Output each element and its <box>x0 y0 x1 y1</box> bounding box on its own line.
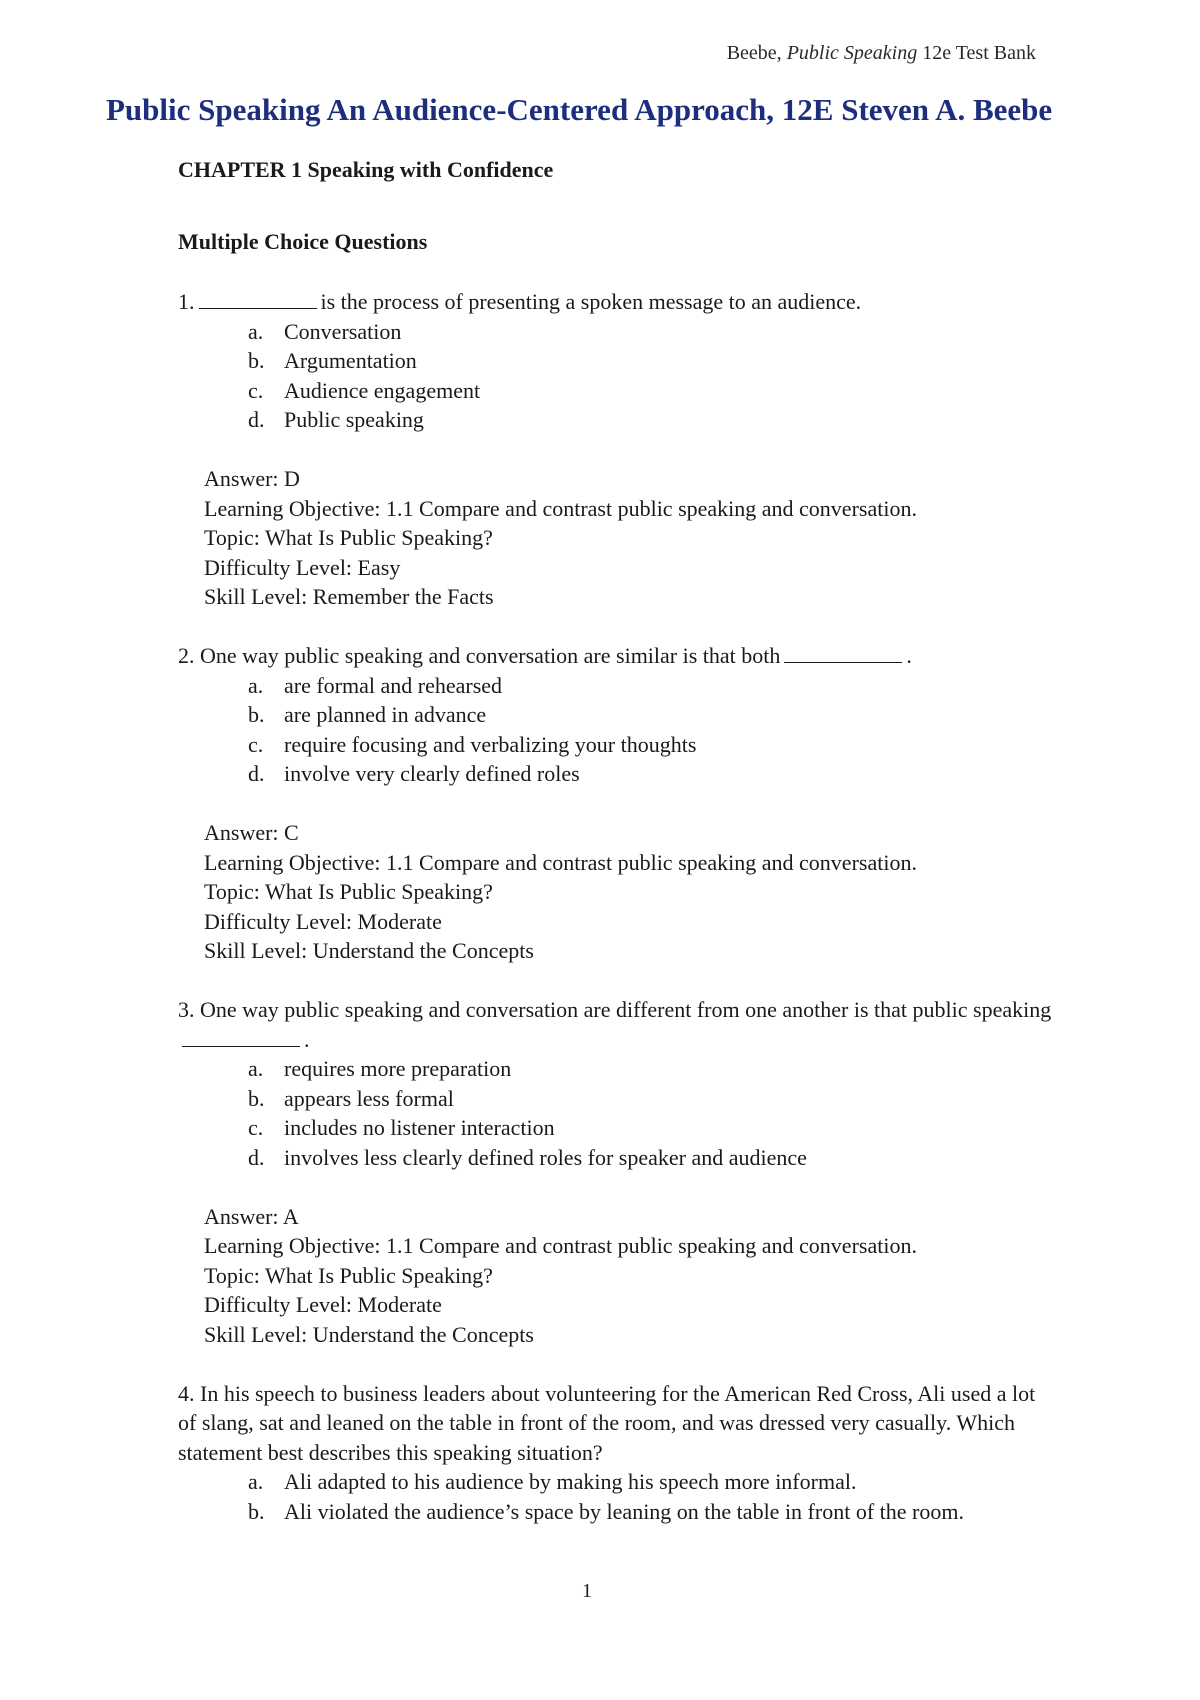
running-header-suffix: 12e Test Bank <box>917 42 1036 64</box>
option-text: Audience engagement <box>284 377 481 403</box>
option-text: require focusing and verbalizing your thoughts <box>284 731 697 757</box>
option-text: appears less formal <box>284 1085 454 1111</box>
question-number: 1. <box>178 289 195 314</box>
option-letter: b. <box>248 1085 265 1111</box>
answer-option <box>248 700 1058 730</box>
option-text: Ali adapted to his audience by making his speech more informal. <box>284 1469 857 1494</box>
question-2 <box>178 641 1058 966</box>
question-metadata <box>204 818 1058 966</box>
answer-line: Answer: C <box>204 820 299 845</box>
difficulty-line: Difficulty Level: Moderate <box>204 1292 442 1317</box>
question-4 <box>178 1379 1058 1527</box>
skill-line: Skill Level: Remember the Facts <box>204 584 494 609</box>
learning-objective-line: Learning Objective: 1.1 Compare and contrast public speaking and conversation. <box>204 849 917 875</box>
option-text: involve very clearly defined roles <box>284 761 580 786</box>
answer-line: Answer: A <box>204 1203 299 1229</box>
answer-option <box>248 1054 1058 1084</box>
answer-line: Answer: D <box>204 466 300 491</box>
question-stem <box>178 641 1058 671</box>
question-stem <box>178 287 1058 317</box>
question-stem-end: . <box>304 1026 310 1052</box>
document-title: Public Speaking An Audience-Centered Approach, 12E Steven A. Beebe <box>106 92 1053 127</box>
answer-options <box>178 1054 1058 1172</box>
skill-line: Skill Level: Understand the Concepts <box>204 1321 534 1347</box>
answer-option <box>248 1497 1058 1527</box>
option-text: requires more preparation <box>284 1056 512 1081</box>
option-text: Public speaking <box>284 407 424 432</box>
question-3 <box>178 995 1058 1349</box>
learning-objective-line: Learning Objective: 1.1 Compare and contrast public speaking and conversation. <box>204 1233 917 1258</box>
question-list <box>178 287 1058 1556</box>
skill-line: Skill Level: Understand the Concepts <box>204 938 534 963</box>
running-header-book-title: Public Speaking <box>786 42 918 64</box>
answer-option <box>248 1467 1058 1497</box>
question-stem <box>178 995 1058 1054</box>
running-header-prefix: Beebe, <box>726 42 787 64</box>
option-letter: a. <box>248 1056 264 1081</box>
answer-option <box>248 346 1058 376</box>
option-letter: d. <box>248 1144 265 1170</box>
fill-in-blank <box>182 1025 300 1047</box>
question-1 <box>178 287 1058 612</box>
topic-line: Topic: What Is Public Speaking? <box>204 525 493 550</box>
answer-option <box>248 759 1058 789</box>
question-stem <box>178 1379 1058 1468</box>
option-letter: b. <box>248 1498 265 1524</box>
question-number: 4. <box>178 1380 195 1406</box>
answer-option <box>248 1143 1058 1173</box>
question-stem-text: One way public speaking and conversation are similar is that both <box>200 643 781 668</box>
question-stem-text: One way public speaking and conversation are different from one another is that public speaking <box>200 997 1052 1022</box>
section-heading: Multiple Choice Questions <box>178 229 428 254</box>
answer-option <box>248 405 1058 435</box>
option-letter: b. <box>248 702 265 727</box>
learning-objective-line: Learning Objective: 1.1 Compare and contrast public speaking and conversation. <box>204 495 917 521</box>
question-number: 2. <box>178 643 195 668</box>
fill-in-blank <box>199 287 317 309</box>
chapter-heading: CHAPTER 1 Speaking with Confidence <box>178 157 554 182</box>
page-number: 1 <box>582 1580 592 1602</box>
topic-line: Topic: What Is Public Speaking? <box>204 1262 493 1288</box>
option-letter: a. <box>248 672 264 698</box>
option-letter: a. <box>248 1469 264 1494</box>
question-number: 3. <box>178 997 195 1022</box>
answer-option <box>248 376 1058 406</box>
option-text: involves less clearly defined roles for speaker and audience <box>284 1144 807 1170</box>
answer-option <box>248 671 1058 701</box>
difficulty-line: Difficulty Level: Moderate <box>204 908 442 934</box>
question-metadata <box>204 1202 1058 1350</box>
running-header <box>727 42 1036 65</box>
option-letter: d. <box>248 407 265 432</box>
option-letter: d. <box>248 761 265 786</box>
option-letter: c. <box>248 377 264 403</box>
answer-option <box>248 1113 1058 1143</box>
question-stem-text: is the process of presenting a spoken message to an audience. <box>320 289 862 314</box>
fill-in-blank <box>784 641 902 663</box>
question-stem-end: . <box>906 643 912 668</box>
option-letter: a. <box>248 318 264 344</box>
answer-option <box>248 730 1058 760</box>
question-stem-text: In his speech to business leaders about volunteering for the American Red Cross, Ali used a lot of slang, sat and leaned on the table in front of the room, and was dressed very casually. Which statement best describes this speaking situation? <box>178 1380 1036 1465</box>
topic-line: Topic: What Is Public Speaking? <box>204 879 493 904</box>
option-text: Ali violated the audience’s space by leaning on the table in front of the room. <box>284 1498 964 1524</box>
option-text: are planned in advance <box>284 702 487 727</box>
option-letter: b. <box>248 348 265 373</box>
option-text: Conversation <box>284 318 402 344</box>
answer-options <box>178 671 1058 789</box>
option-letter: c. <box>248 731 264 757</box>
answer-option <box>248 1084 1058 1114</box>
option-text: are formal and rehearsed <box>284 672 503 698</box>
option-text: Argumentation <box>284 348 417 373</box>
answer-options <box>178 1467 1058 1526</box>
option-letter: c. <box>248 1115 264 1140</box>
option-text: includes no listener interaction <box>284 1115 555 1140</box>
question-metadata <box>204 464 1058 612</box>
answer-options <box>178 317 1058 435</box>
answer-option <box>248 317 1058 347</box>
difficulty-line: Difficulty Level: Easy <box>204 554 401 580</box>
